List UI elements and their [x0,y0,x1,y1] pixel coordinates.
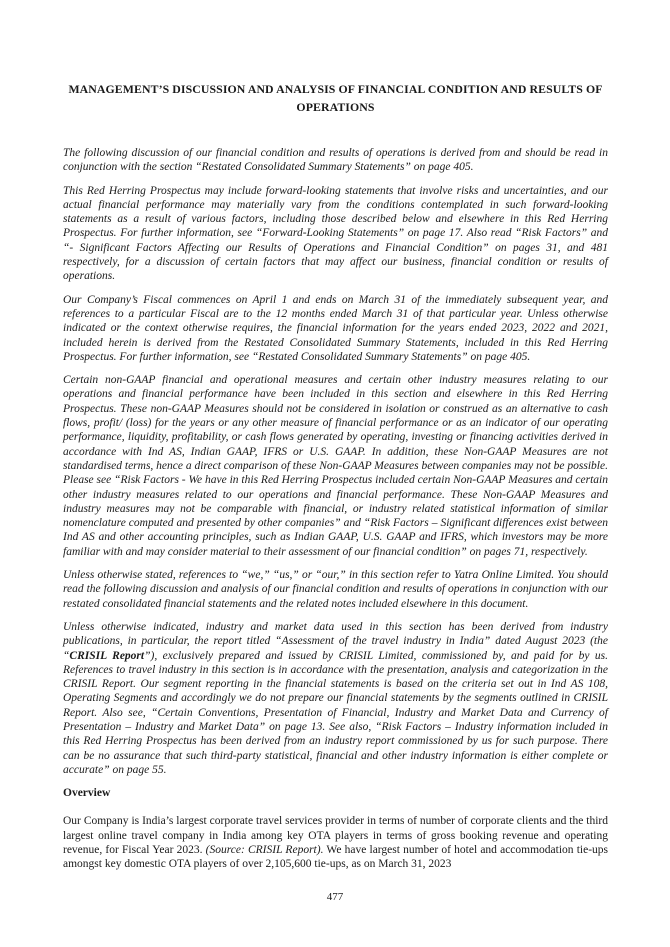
text-run: Overview [63,787,111,800]
paragraph [63,373,608,559]
document-content [63,80,608,881]
paragraph [63,293,608,364]
text-run: Our Company’s Fiscal commences on April 1 and ends on March 31 of the immediately subsequent year, and references to a particular Fiscal are to the 12 months ended March 31 of that particular year. Unless otherwise indicated or the context otherwise requires, the financial information for the years ended 2023, 2022 and 2021, included herein is derived from the Restated Consolidated Summary Statements, included in this Red Herring Prospectus. For further information, see “Restated Consolidated Summary Statements” on page 405. [63,293,608,363]
text-run: Unless otherwise stated, references to “we,” “us,” or “our,” in this section refer to Yatra Online Limited. You should read the following discussion and analysis of our financial condition and results of operations in conjunction with our restated consolidated financial statements and the related notes included elsewhere in this document. [63,569,608,610]
page-number: 477 [326,891,344,903]
document-title-line: OPERATIONS [296,100,375,114]
text-run: Our Company is India’s largest corporate travel services provider in terms of number of corporate clients and the third largest online travel company in India among key OTA players in terms of gross booking revenue and operating revenue, for Fiscal Year 2023. [63,815,608,857]
paragraph [63,568,608,611]
section-heading [63,786,608,800]
text-run: (Source: CRISIL Report). [205,844,324,857]
document-title [63,80,608,116]
text-run: CRISIL Report [69,649,145,662]
paragraph [63,146,608,175]
text-run: Certain non-GAAP financial and operational measures and certain other industry measures relating to our operations and financial performance have been included in this section and elsewhere in this Red Herring Prospectus. These non-GAAP Measures should not be considered in isolation or construed as an alternative to cash flows, profit/ (loss) for the years or any other measure of financial performance or as an indicator of our operating performance, liquidity, profitability, or cash flows generated by operating, investing or financing activities derived in accordance with Ind AS, Indian GAAP, IFRS or U.S. GAAP. In addition, these Non-GAAP Measures are not standardised terms, hence a direct comparison of these Non-GAAP Measures between companies may not be possible. Please see “Risk Factors - We have in this Red Herring Prospectus included certain Non-GAAP Measures and certain other industry measures related to our operations and financial performance. These Non-GAAP Measures and industry measures may not be comparable with financial, or industry related statistical information of similar nomenclature computed and presented by other companies” and “Risk Factors – Significant differences exist between Ind AS and other accounting principles, such as Indian GAAP, U.S. GAAP and IFRS, which investors may be more familiar with and may consider material to their assessment of our financial condition” on pages 71, respectively. [63,374,608,558]
document-body [63,146,608,872]
paragraph [63,620,608,777]
text-run: We have largest number of hotel and accommodation tie-ups amongst key domestic OTA players of over 2,105,600 tie-ups, as on March 31, 2023 [63,844,609,871]
paragraph [63,184,608,284]
paragraph [63,814,608,871]
text-run: This Red Herring Prospectus may include forward-looking statements that involve risks and uncertainties, and our actual financial performance may materially vary from the conditions contemplated in such forward-looking statements as a result of various factors, including those described below and elsewhere in this Red Herring Prospectus. For further information, see “Forward-Looking Statements” on page 17. Also read “Risk Factors” and “- Significant Factors Affecting our Results of Operations and Financial Condition” on pages 31, and 481 respectively, for a discussion of certain factors that may affect our business, financial condition or results of operations. [63,184,608,283]
text-run: ”), exclusively prepared and issued by CRISIL Limited, commissioned by, and paid for by us. References to travel industry in this section is in accordance with the presentation, analysis and categorization in the CRISIL Report. Our segment reporting in the financial statements is based on the criteria set out in Ind AS 108, Operating Segments and accordingly we do not prepare our financial statements by the segments outlined in CRISIL Report. Also see, “Certain Conventions, Presentation of Financial, Industry and Market Data and Currency of Presentation – Industry and Market Data” on page 13. See also, “Risk Factors – Industry information included in this Red Herring Prospectus has been derived from an industry report commissioned by us for such purpose. There can be no assurance that such third-party statistical, financial and other industry information is either complete or accurate” on page 55. [63,649,608,776]
text-run: Unless otherwise indicated, industry and market data used in this section has been derived from industry publications, in particular, the report titled “Assessment of the travel industry in India” dated August 2023 (the “ [63,620,608,662]
document-title-line: MANAGEMENT’S DISCUSSION AND ANALYSIS OF FINANCIAL CONDITION AND RESULTS OF [68,82,603,96]
text-run: The following discussion of our financial condition and results of operations is derived from and should be read in conjunction with the section “Restated Consolidated Summary Statements” on page 405. [63,147,608,174]
